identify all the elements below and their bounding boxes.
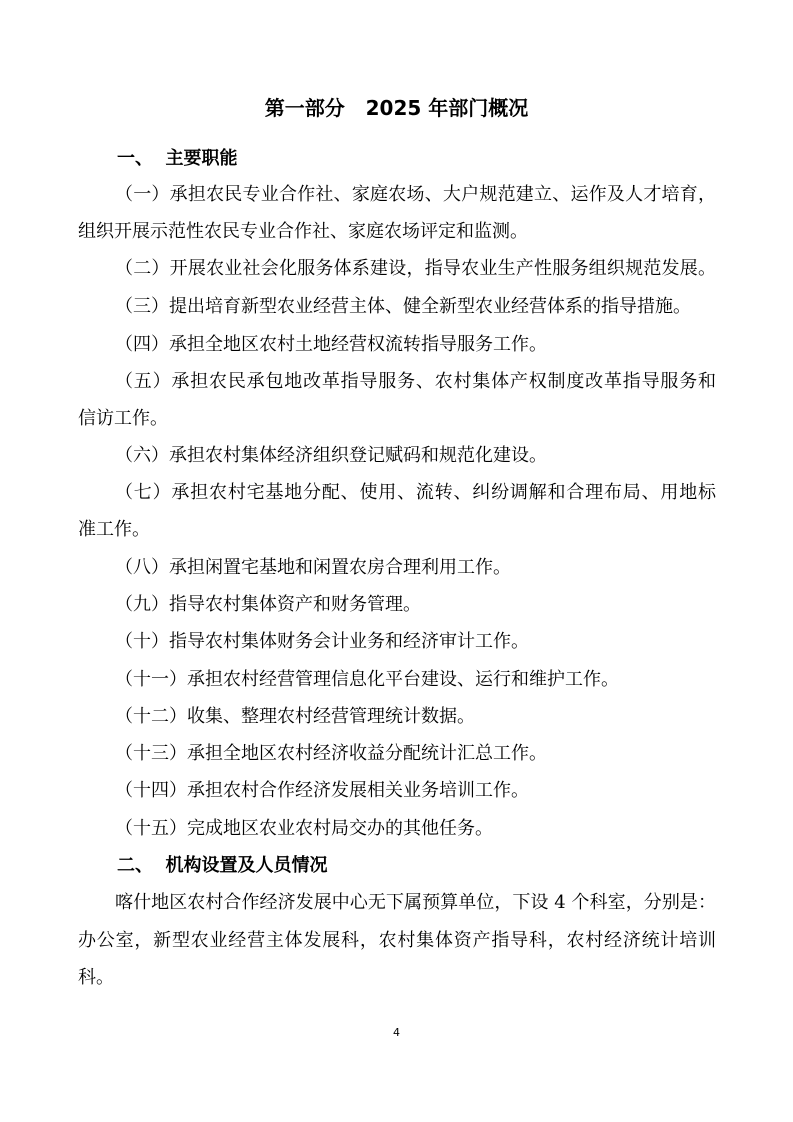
paragraph-line: （十二）收集、整理农村经营管理统计数据。 bbox=[115, 706, 475, 727]
paragraph-line: 科。 bbox=[78, 967, 114, 988]
paragraph-line: 喀什地区农村合作经济发展中心无下属预算单位，下设 4 个科室，分别是： bbox=[115, 892, 716, 913]
paragraph-line: （六）承担农村集体经济组织登记赋码和规范化建设。 bbox=[115, 445, 547, 466]
paragraph-line: （八）承担闲置宅基地和闲置农房合理利用工作。 bbox=[115, 557, 511, 578]
paragraph-line: 准工作。 bbox=[78, 519, 150, 540]
paragraph-line: 信访工作。 bbox=[78, 408, 168, 429]
paragraph-line: （三）提出培育新型农业经营主体、健全新型农业经营体系的指导措施。 bbox=[115, 296, 691, 317]
paragraph-line: （十四）承担农村合作经济发展相关业务培训工作。 bbox=[115, 780, 529, 801]
paragraph-line: （五）承担农民承包地改革指导服务、农村集体产权制度改革指导服务和 bbox=[115, 371, 716, 392]
paragraph-line: （四）承担全地区农村土地经营权流转指导服务工作。 bbox=[115, 334, 547, 355]
page-number: 4 bbox=[393, 1026, 400, 1039]
paragraph-line: 组织开展示范性农民专业合作社、家庭农场评定和监测。 bbox=[78, 221, 528, 242]
section-heading-main-functions: 一、 主要职能 bbox=[117, 148, 238, 169]
paragraph-line: （七）承担农村宅基地分配、使用、流转、纠纷调解和合理布局、用地标 bbox=[115, 482, 716, 503]
paragraph-line: （一）承担农民专业合作社、家庭农场、大户规范建立、运作及人才培育， bbox=[115, 184, 716, 205]
paragraph-line: （十）指导农村集体财务会计业务和经济审计工作。 bbox=[115, 631, 529, 652]
paragraph-line: 办公室，新型农业经营主体发展科，农村集体资产指导科，农村经济统计培训 bbox=[78, 930, 716, 951]
paragraph-line: （十三）承担全地区农村经济收益分配统计汇总工作。 bbox=[115, 743, 547, 764]
paragraph-line: （九）指导农村集体资产和财务管理。 bbox=[115, 594, 421, 615]
page-title: 第一部分 2025 年部门概况 bbox=[264, 96, 529, 120]
section-heading-organization: 二、 机构设置及人员情况 bbox=[117, 855, 328, 876]
paragraph-line: （二）开展农业社会化服务体系建设，指导农业生产性服务组织规范发展。 bbox=[115, 258, 716, 279]
paragraph-line: （十一）承担农村经营管理信息化平台建设、运行和维护工作。 bbox=[115, 669, 619, 690]
paragraph-line: （十五）完成地区农业农村局交办的其他任务。 bbox=[115, 818, 493, 839]
